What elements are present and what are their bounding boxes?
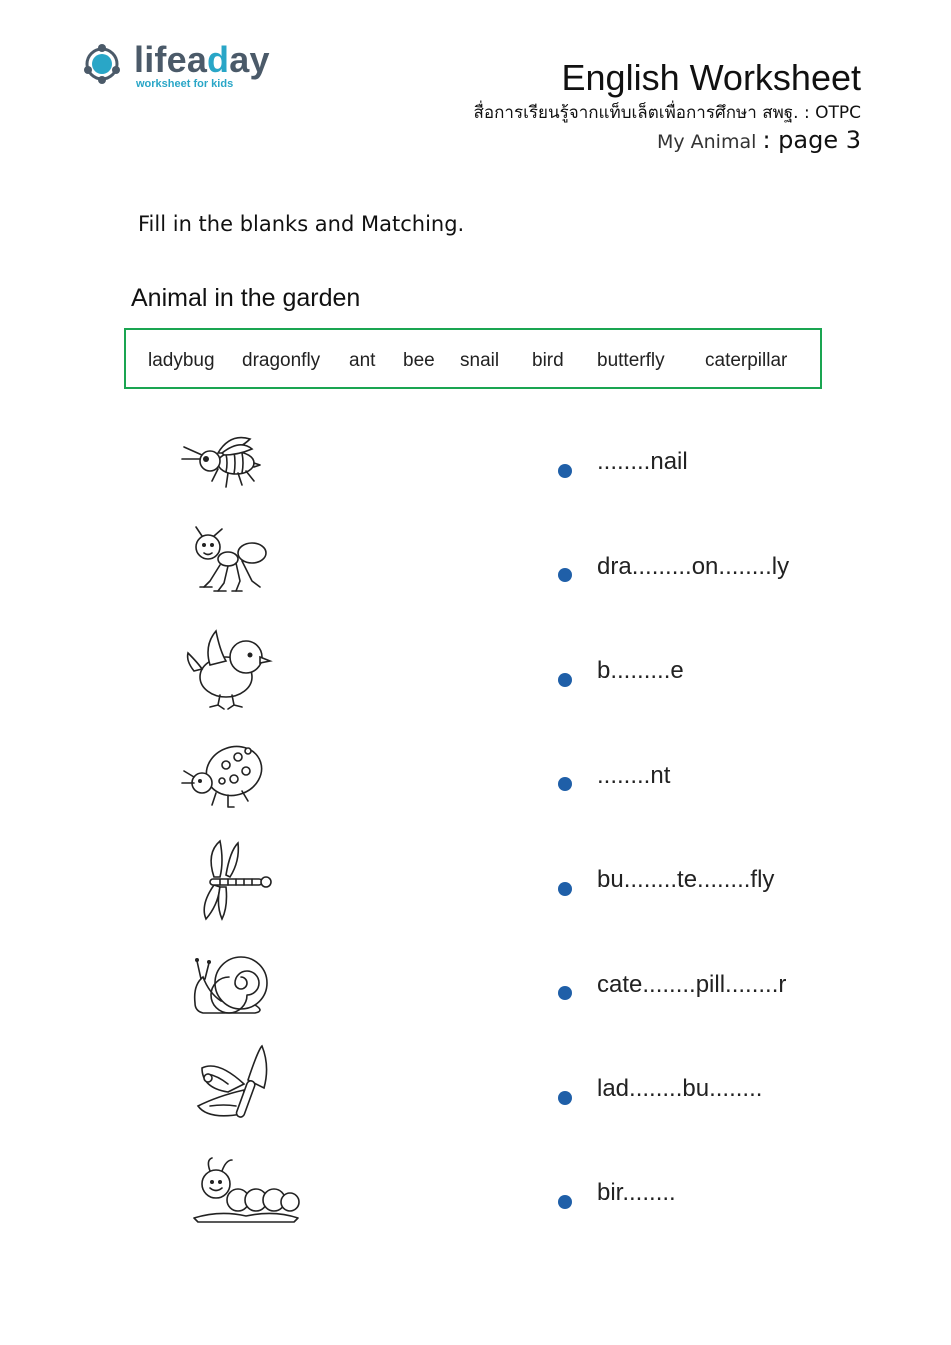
bird-icon: [180, 625, 300, 715]
word-bank-item: caterpillar: [705, 350, 788, 371]
word-bank-item: bee: [403, 350, 435, 371]
match-dot[interactable]: [558, 777, 572, 791]
worksheet-page-number: : page 3: [762, 126, 861, 154]
blank-word: cate........pill........r: [597, 971, 787, 998]
bee-icon: [170, 425, 290, 515]
logo-tagline: worksheet for kids: [136, 78, 234, 90]
worksheet-topic: My Animal: [656, 131, 757, 153]
ant-icon: [180, 525, 300, 615]
word-bank-item: ladybug: [148, 350, 215, 371]
butterfly-icon: [188, 1040, 308, 1130]
match-dot[interactable]: [558, 673, 572, 687]
worksheet-page-line: [474, 126, 861, 156]
ladybug-icon: [180, 735, 300, 825]
section-title: Animal in the garden: [131, 284, 361, 312]
blank-word: bir........: [597, 1179, 676, 1206]
word-bank-item: dragonfly: [242, 350, 321, 371]
word-bank-item: butterfly: [597, 350, 665, 371]
match-dot[interactable]: [558, 1091, 572, 1105]
worksheet-subtitle: สื่อการเรียนรู้จากแท็บเล็ตเพื่อการศึกษา สพฐ. : OTPC: [473, 103, 861, 123]
worksheet-title: English Worksheet: [561, 57, 861, 98]
match-dot[interactable]: [558, 568, 572, 582]
blank-word: lad........bu........: [597, 1075, 763, 1102]
match-dot[interactable]: [558, 464, 572, 478]
match-dot[interactable]: [558, 882, 572, 896]
caterpillar-icon: [190, 1150, 310, 1240]
snail-icon: [185, 945, 305, 1035]
blank-word: b.........e: [597, 657, 684, 684]
word-bank-item: bird: [532, 350, 564, 371]
dragonfly-icon: [180, 835, 300, 925]
blank-word: bu........te........fly: [597, 866, 775, 893]
worksheet-header: [474, 58, 861, 156]
logo-wordmark: lifeaday: [134, 39, 270, 80]
blank-word: dra.........on........ly: [597, 553, 790, 580]
word-bank-item: ant: [349, 350, 376, 371]
match-dot[interactable]: [558, 1195, 572, 1209]
word-bank-item: snail: [460, 350, 500, 371]
logo-mark-icon: [80, 38, 132, 90]
logo: [80, 38, 280, 98]
word-bank: [124, 328, 822, 389]
blank-word: ........nail: [597, 448, 688, 475]
blank-word: ........nt: [597, 762, 671, 789]
match-dot[interactable]: [558, 986, 572, 1000]
instruction-text: Fill in the blanks and Matching.: [138, 212, 465, 236]
